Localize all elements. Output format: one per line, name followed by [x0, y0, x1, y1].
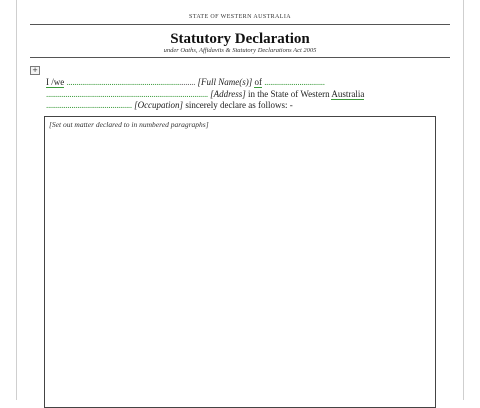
address-label: [Address] [210, 89, 246, 99]
table-move-handle-icon[interactable]: + [30, 66, 40, 75]
state-text: in the State of Western [248, 89, 330, 99]
occupation-label: [Occupation] [134, 100, 184, 110]
declaration-line-1 [46, 77, 325, 87]
declare-text: sincerely declare as follows: - [185, 100, 293, 110]
australia-word: Australia [331, 89, 365, 99]
document-title: Statutory Declaration [170, 31, 310, 47]
declaration-line-2 [46, 89, 364, 99]
pronoun-text[interactable]: I /we [46, 77, 65, 87]
page-right-edge [463, 0, 464, 400]
of-word: of [254, 77, 262, 87]
address-field-start[interactable]: ............................... [264, 77, 325, 87]
page-left-edge [16, 0, 17, 400]
address-field[interactable]: ................................................................................... [46, 89, 208, 99]
declaration-line-3 [46, 100, 293, 110]
document-subtitle: under Oaths, Affidavits & Statutory Declarations Act 2005 [163, 47, 317, 54]
header-rule-top [30, 24, 450, 25]
occupation-field[interactable]: ............................................ [46, 100, 132, 110]
full-name-dots-tail: ........ [179, 77, 196, 87]
matter-declared-label: [Set out matter declared to in numbered paragraphs] [49, 120, 209, 129]
full-name-label: [Full Name(s)] [197, 77, 253, 87]
matter-declared-box[interactable] [44, 116, 436, 408]
state-heading: STATE OF WESTERN AUSTRALIA [189, 14, 291, 20]
header-rule-bottom [30, 57, 450, 58]
full-name-field[interactable]: .......................................................... [66, 77, 180, 87]
